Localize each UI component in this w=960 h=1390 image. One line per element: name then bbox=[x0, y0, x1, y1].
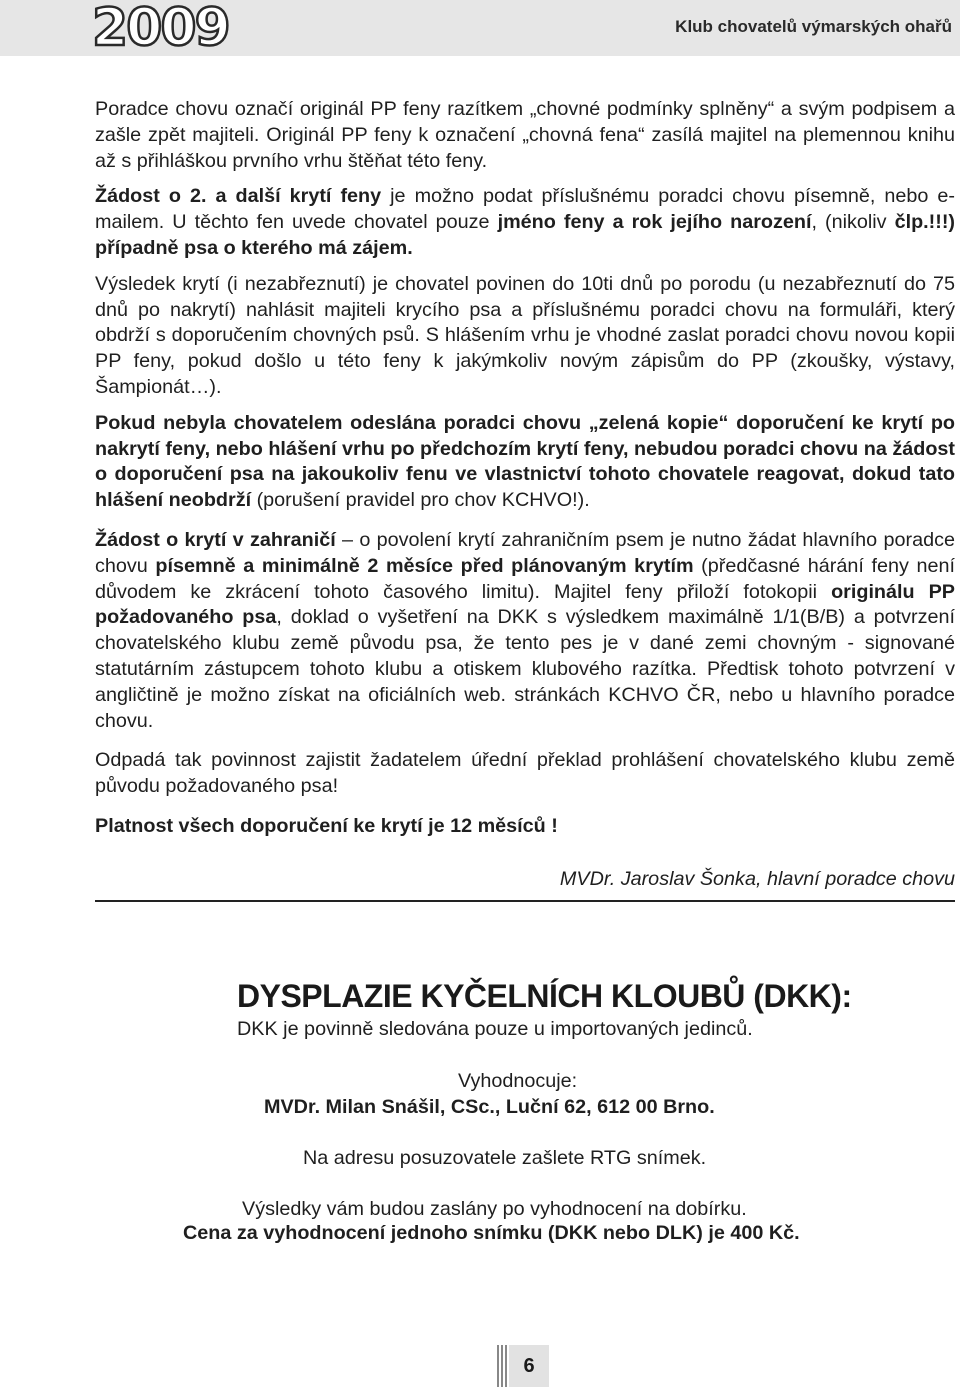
dkk-results-note: Výsledky vám budou zaslány po vyhodnocení na dobírku. bbox=[242, 1198, 747, 1220]
footer-stripes bbox=[497, 1345, 509, 1387]
paragraph-text: , doklad o vyšetření na DKK s výsledkem maximálně 1/1(B/B) a potvrzení chovatelského klubu země původu psa, že tento pes je v dané zemi chovným - signované statutárním zástupcem tohoto klubu a otiskem klubového razítka. Předtisk tohoto potvrzení v angličtině je možno získat na oficiálních web. stránkách KCHVO ČR, nebo u hlavního poradce chovu. bbox=[95, 606, 955, 732]
paragraph-second-mating bbox=[95, 184, 955, 261]
bold-text: jméno feny a rok jejího narození bbox=[497, 211, 812, 234]
paragraph-text: Výsledek krytí (i nezabřeznutí) je chovatel povinen do 10ti dnů po porodu (u nezabřeznutí do 75 dnů po nakrytí) nahlásit majiteli krycího psa a příslušnému poradci chovu na formuláři, který obdrží s doporučením chovných psů. S hlášením vrhu je vhodné zaslat poradci chovu novou kopii PP feny, pokud došlo u této feny k jakýmkoliv novým zápisům do PP (zkoušky, výstavy, Šampionát…). bbox=[95, 272, 955, 398]
paragraph-translation bbox=[95, 748, 955, 800]
bold-text: Pokud nebyla chovatelem odeslána poradci chovu „zelená kopie“ doporučení ke krytí po nakrytí feny, nebo hlášení vrhu po předchozím krytí feny, nebudou poradci chovu na žádost o doporučení psa na jakoukoliv fenu ve vlastnictví tohoto chovatele reagovat, dokud tato hlášení neobdrží bbox=[95, 411, 955, 512]
page-number: 6 bbox=[509, 1345, 549, 1387]
paragraph-text: Odpadá tak povinnost zajistit žadatelem úřední překlad prohlášení chovatelského klubu země původu požadovaného psa! bbox=[95, 749, 955, 798]
bold-text: písemně a minimálně 2 měsíce před plánovaným krytím bbox=[155, 554, 694, 577]
dkk-send-instruction: Na adresu posuzovatele zašlete RTG snímek. bbox=[303, 1147, 707, 1169]
club-name: Klub chovatelů výmarských ohařů bbox=[675, 17, 952, 36]
dkk-heading: DYSPLAZIE KYČELNÍCH KLOUBŮ (DKK): bbox=[237, 978, 852, 1014]
paragraph-text: Poradce chovu označí originál PP feny razítkem „chovné podmínky splněny“ a svým podpisem a zašle zpět majiteli. Originál PP feny k označení „chovná fena“ zasílá majitel na plemennou knihu až s přihláškou prvního vrhu štěňat této feny. bbox=[95, 98, 955, 172]
paragraph-text: je možno podat příslušnému poradci chovu písemně, nebo e-mailem. U těchto fen uvede chovatel pouze bbox=[95, 185, 955, 234]
year-heading: 2009 bbox=[92, 0, 229, 58]
dkk-price: Cena za vyhodnocení jednoho snímku (DKK nebo DLK) je 400 Kč. bbox=[183, 1222, 800, 1244]
bold-text: Platnost všech doporučení ke krytí je 12 měsíců ! bbox=[95, 814, 558, 837]
paragraph-text: – o povolení krytí zahraničním psem je nutno žádat hlavního poradce chovu bbox=[95, 528, 955, 577]
bold-text: Žádost o 2. a další krytí feny bbox=[95, 185, 382, 208]
dkk-info-line: DKK je povinně sledována pouze u importovaných jedinců. bbox=[237, 1018, 753, 1040]
bold-text: Žádost o krytí v zahraničí bbox=[95, 528, 336, 551]
bold-text: originálu PP požadovaného psa bbox=[95, 580, 955, 629]
dkk-evaluator-address: MVDr. Milan Snášil, CSc., Luční 62, 612 00 Brno. bbox=[264, 1096, 715, 1118]
paragraph-text: (porušení pravidel pro chov KCHVO!). bbox=[251, 489, 590, 512]
article-body bbox=[95, 97, 955, 902]
paragraph-green-copy bbox=[95, 411, 955, 514]
page-header bbox=[0, 0, 960, 56]
paragraph-result bbox=[95, 272, 955, 401]
paragraph-validity bbox=[95, 814, 955, 840]
paragraph-stamp bbox=[95, 97, 955, 174]
bold-text: člp.!!!) případně psa o kterého má zájem. bbox=[95, 211, 956, 259]
dkk-evaluator-label: Vyhodnocuje: bbox=[458, 1070, 578, 1092]
paragraph-foreign-mating bbox=[95, 528, 955, 734]
paragraph-text: (předčasné hárání feny není důvodem ke zkrácení tohoto časového limitu). Majitel feny přiloží fotokopii bbox=[95, 554, 955, 603]
signature: MVDr. Jaroslav Šonka, hlavní poradce chovu bbox=[95, 867, 955, 902]
paragraph-text: , (nikoliv bbox=[811, 211, 895, 234]
